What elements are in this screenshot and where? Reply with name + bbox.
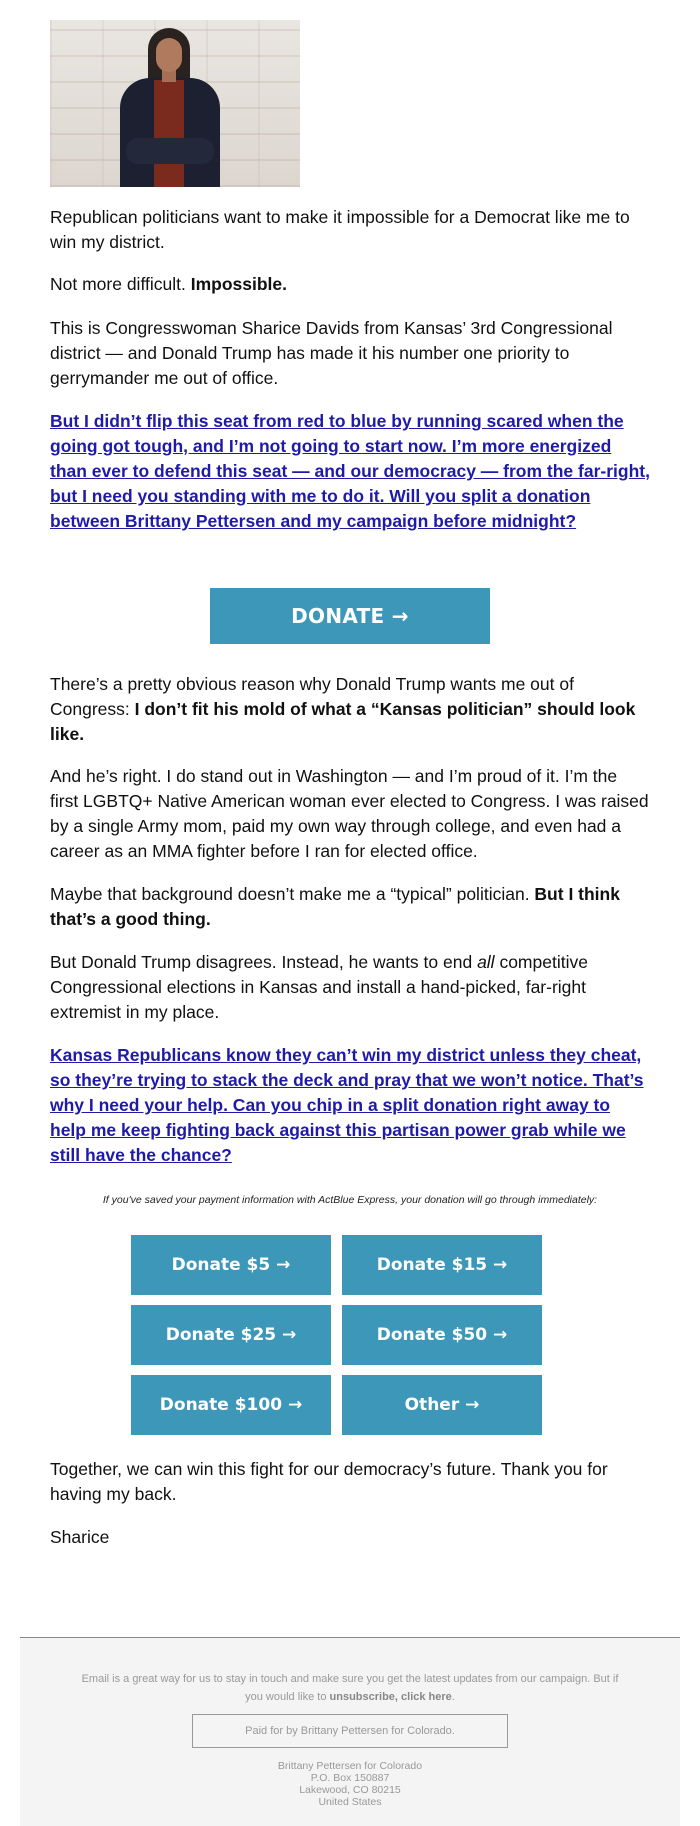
paragraph-disagrees: But Donald Trump disagrees. Instead, he wants to end all competitive Congressional elections in Kansas and install a hand-picked, far-right extremist in my place. xyxy=(50,952,588,1022)
donate-15-button[interactable]: Donate $15 → xyxy=(342,1235,542,1295)
paragraph-typical: Maybe that background doesn’t make me a “typical” politician. But I think that’s a good thing. xyxy=(50,884,620,929)
paragraph-impossible: Not more difficult. Impossible. xyxy=(50,274,287,294)
paragraph-intro: Republican politicians want to make it impossible for a Democrat like me to win my district. xyxy=(50,207,630,252)
paid-for-box: Paid for by Brittany Pettersen for Colorado. xyxy=(192,1714,508,1748)
donate-50-button[interactable]: Donate $50 → xyxy=(342,1305,542,1365)
mailing-address xyxy=(20,1760,680,1808)
paragraph-reason: There’s a pretty obvious reason why Donald Trump wants me out of Congress: I don’t fit his mold of what a “Kansas politician” should look like. xyxy=(50,674,636,744)
paragraph-background: And he’s right. I do stand out in Washington — and I’m proud of it. I’m the first LGBTQ+ Native American woman ever elected to Congress. I was raised by a single Army mom, paid my own way through college, and even had a career as an MMA fighter before I ran for elected office. xyxy=(50,766,649,861)
donate-25-button[interactable]: Donate $25 → xyxy=(131,1305,331,1365)
address-line: United States xyxy=(318,1796,382,1808)
email-footer xyxy=(20,1637,680,1826)
actblue-express-note: If you've saved your payment information with ActBlue Express, your donation will go through immediately: xyxy=(102,1194,598,1206)
address-line: Lakewood, CO 80215 xyxy=(299,1784,401,1796)
address-line: P.O. Box 150887 xyxy=(310,1772,390,1784)
donation-link-2[interactable]: Kansas Republicans know they can’t win my district unless they cheat, so they’re trying to stack the deck and pray that we won’t notice. That’s why I need your help. Can you chip in a split donation right away to help me keep fighting back against this partisan power grab while we still have the chance? xyxy=(50,1045,644,1165)
donation-link-1[interactable]: But I didn’t flip this seat from red to blue by running scared when the going got tough, and I’m not going to start now. I’m more energized than ever to defend this seat — and our democracy — from the far-right, but I need you standing with me to do it. Will you split a donation between Brittany Pettersen and my campaign before midnight? xyxy=(50,411,650,531)
paragraph-closing: Together, we can win this fight for our democracy’s future. Thank you for having my back. xyxy=(50,1459,608,1504)
unsubscribe-link[interactable]: unsubscribe, click here xyxy=(329,1691,452,1703)
donate-button[interactable]: DONATE → xyxy=(210,588,490,644)
donate-other-button[interactable]: Other → xyxy=(342,1375,542,1435)
address-line: Brittany Pettersen for Colorado xyxy=(277,1760,423,1772)
donate-5-button[interactable]: Donate $5 → xyxy=(131,1235,331,1295)
signoff: Sharice xyxy=(50,1527,110,1547)
paragraph-introduction: This is Congresswoman Sharice Davids from Kansas’ 3rd Congressional district — and Donald Trump has made it his number one priority to gerrymander me out of office. xyxy=(50,318,613,388)
footer-message: Email is a great way for us to stay in touch and make sure you get the latest updates from our campaign. But if you would like to unsubscribe, click here. xyxy=(81,1673,619,1703)
candidate-photo xyxy=(50,20,300,187)
donate-100-button[interactable]: Donate $100 → xyxy=(131,1375,331,1435)
